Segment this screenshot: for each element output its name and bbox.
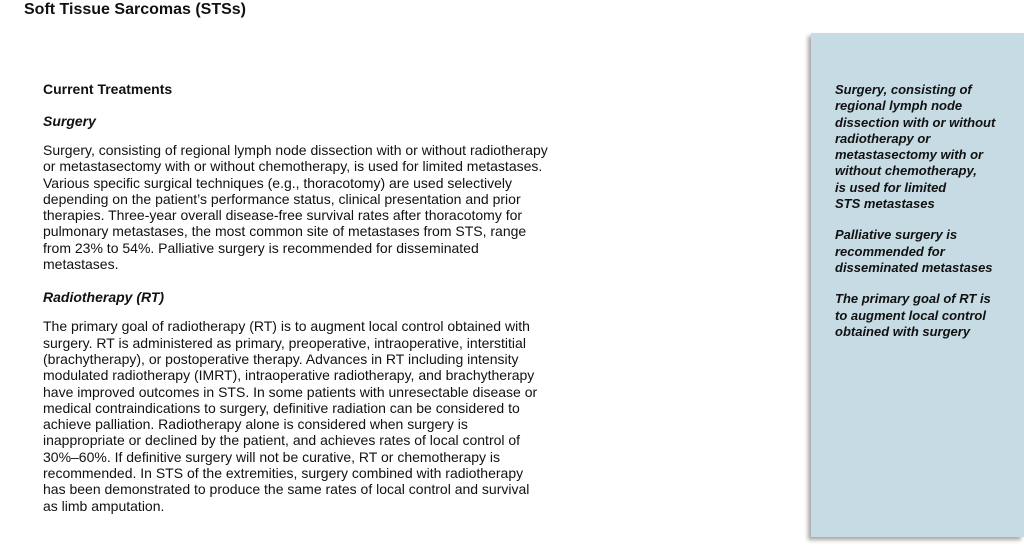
sidebar-notes bbox=[835, 82, 1015, 355]
page-title: Soft Tissue Sarcomas (STSs) bbox=[24, 1, 246, 18]
subheading-surgery: Surgery bbox=[43, 113, 96, 129]
subheading-radiotherapy: Radiotherapy (RT) bbox=[43, 289, 165, 306]
surgery-paragraph: Surgery, consisting of regional lymph node dissection with or without radiotherapy or metastasectomy with or without chemotherapy, is used for limited metastases. Various specific surgical techniques (e.g., thoracotomy) are used selectively depending on the patient’s performance status, clinical presentation and prior therapies. Three-year overall disease-free survival rates after thoracotomy for pulmonary metastases, the most common site of metastases from STS, range from 23% to 54%. Palliative surgery is recommended for disseminated metastases. bbox=[43, 142, 548, 273]
sidebar-note-surgery: Surgery, consisting of regional lymph node dissection with or without radiotherapy or metastasectomy with or without chemotherapy, is used for limited STS metastases bbox=[835, 82, 996, 212]
radiotherapy-paragraph: The primary goal of radiotherapy (RT) is to augment local control obtained with surgery. RT is administered as primary, preoperative, intraoperative, interstitial (brachytherapy), or postoperative therapy. Advances in RT including intensity modulated radiotherapy (IMRT), intraoperative radiotherapy, and brachytherapy have improved outcomes in STS. In some patients with unresectable disease or medical contraindications to surgery, definitive radiation can be considered to achieve palliation. Radiotherapy alone is considered when surgery is inappropriate or declined by the patient, and achieves rates of local control of 30%–60%. If definitive surgery will not be curative, RT or chemotherapy is recommended. In STS of the extremities, surgery combined with radiotherapy has been demonstrated to produce the same rates of local control and survival as limb amputation. bbox=[43, 318, 538, 514]
sidebar-note-rt-goal: The primary goal of RT is to augment local control obtained with surgery bbox=[835, 291, 991, 339]
section-heading-current-treatments: Current Treatments bbox=[43, 81, 173, 97]
sidebar-callout bbox=[811, 33, 1024, 537]
main-content bbox=[43, 80, 563, 514]
sidebar-note-palliative: Palliative surgery is recommended for disseminated metastases bbox=[835, 227, 993, 275]
